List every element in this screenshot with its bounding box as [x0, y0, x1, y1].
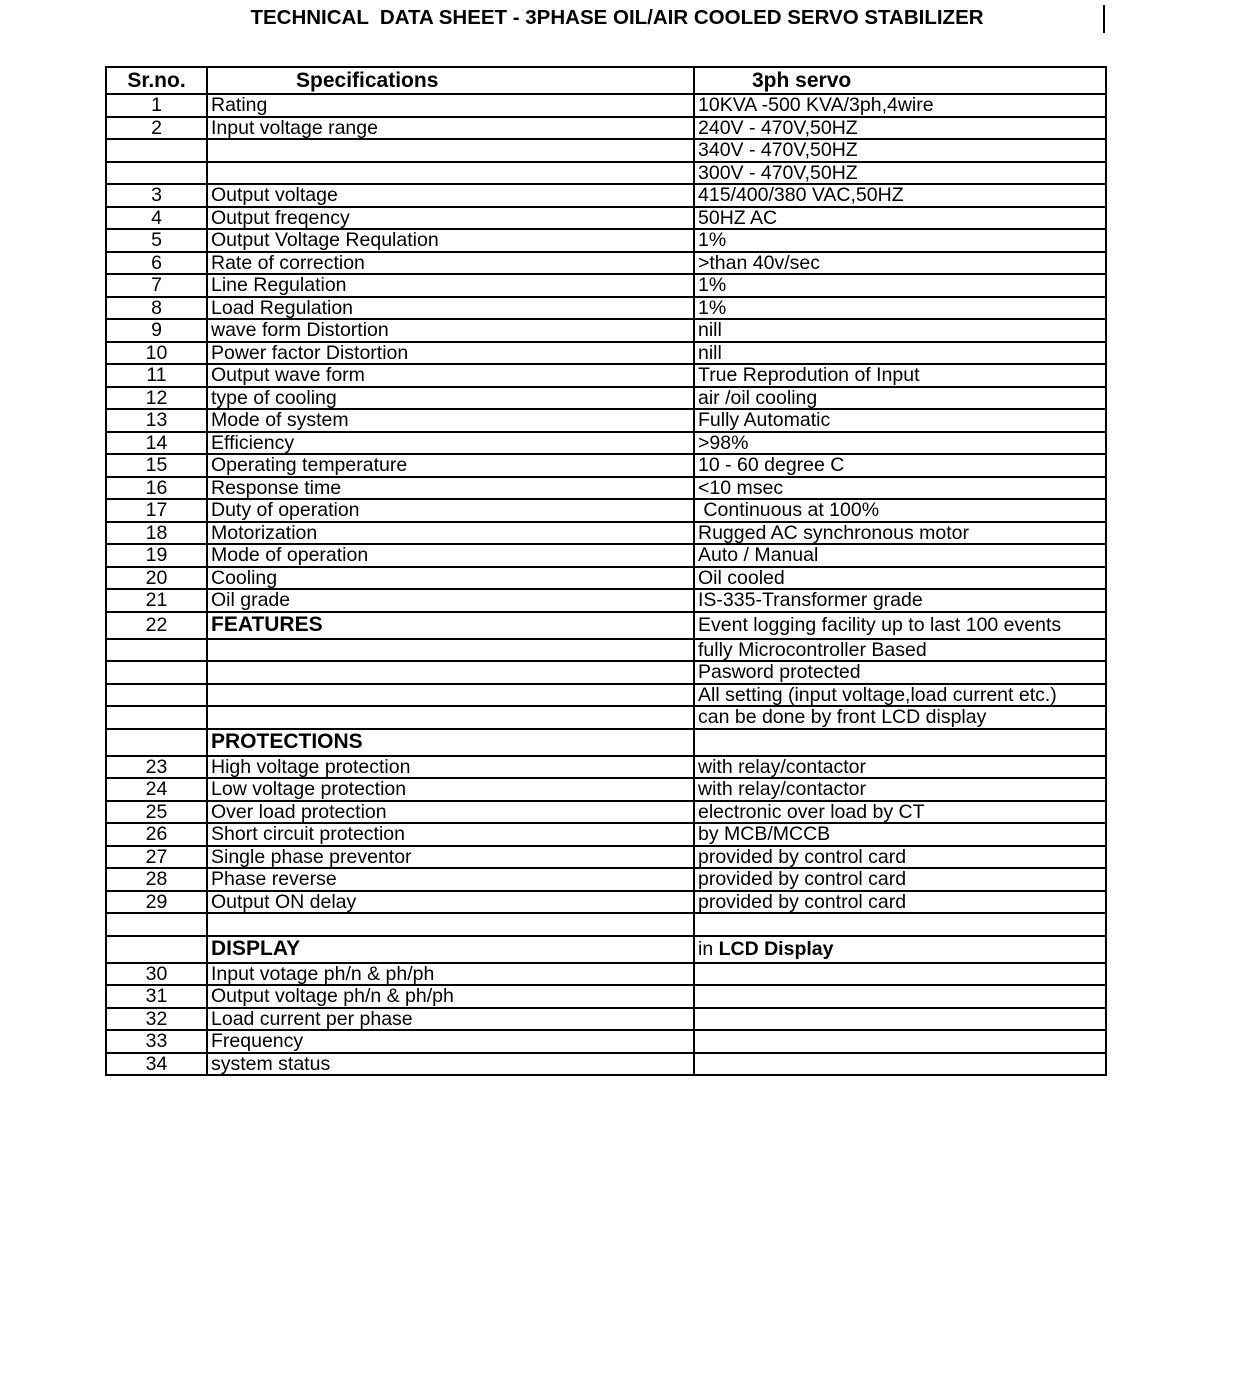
value-cell — [694, 1008, 1106, 1031]
value-cell: electronic over load by CT — [694, 801, 1106, 824]
table-row — [106, 778, 1106, 801]
spec-cell: system status — [207, 1053, 694, 1076]
features-line-row — [106, 661, 1106, 684]
value-cell: by MCB/MCCB — [694, 823, 1106, 846]
spec-cell: Line Regulation — [207, 274, 694, 297]
spec-cell: Over load protection — [207, 801, 694, 824]
table-row — [106, 522, 1106, 545]
value-cell: air /oil cooling — [694, 387, 1106, 410]
table-row — [106, 868, 1106, 891]
table-body — [106, 94, 1106, 1075]
sr-cell: 1 — [106, 94, 207, 117]
value-cell: Continuous at 100% — [694, 499, 1106, 522]
spec-cell: Output voltage ph/n & ph/ph — [207, 985, 694, 1008]
table-row — [106, 985, 1106, 1008]
section-heading: PROTECTIONS — [207, 729, 694, 756]
value-cell: 10 - 60 degree C — [694, 454, 1106, 477]
table-row — [106, 477, 1106, 500]
spec-cell: Input votage ph/n & ph/ph — [207, 963, 694, 986]
table-row — [106, 963, 1106, 986]
spec-cell: wave form Distortion — [207, 319, 694, 342]
table-row — [106, 409, 1106, 432]
table-row — [106, 432, 1106, 455]
spec-cell — [207, 139, 694, 162]
sr-cell: 7 — [106, 274, 207, 297]
table-row — [106, 544, 1106, 567]
protections-heading-row — [106, 729, 1106, 756]
features-line-row — [106, 706, 1106, 729]
sr-cell: 16 — [106, 477, 207, 500]
sr-cell — [106, 639, 207, 662]
table-row — [106, 364, 1106, 387]
sr-cell: 26 — [106, 823, 207, 846]
table-row — [106, 342, 1106, 365]
table-row — [106, 454, 1106, 477]
value-cell — [694, 913, 1106, 936]
table-row — [106, 801, 1106, 824]
spec-cell — [207, 661, 694, 684]
spec-cell: Rating — [207, 94, 694, 117]
value-cell: True Reprodution of Input — [694, 364, 1106, 387]
features-line-row — [106, 684, 1106, 707]
sr-cell — [106, 661, 207, 684]
value-cell: Fully Automatic — [694, 409, 1106, 432]
sr-cell: 13 — [106, 409, 207, 432]
value-cell: nill — [694, 319, 1106, 342]
spec-cell: Oil grade — [207, 589, 694, 612]
table-row — [106, 252, 1106, 275]
spec-cell: Short circuit protection — [207, 823, 694, 846]
value-cell: can be done by front LCD display — [694, 706, 1106, 729]
spec-cell — [207, 639, 694, 662]
sr-cell — [106, 162, 207, 185]
value-cell: with relay/contactor — [694, 756, 1106, 779]
value-cell: provided by control card — [694, 868, 1106, 891]
value-cell: 240V - 470V,50HZ — [694, 117, 1106, 140]
table-row — [106, 589, 1106, 612]
features-line-row — [106, 639, 1106, 662]
sr-cell: 14 — [106, 432, 207, 455]
value-cell: nill — [694, 342, 1106, 365]
sr-cell: 24 — [106, 778, 207, 801]
value-cell: provided by control card — [694, 846, 1106, 869]
spec-table — [105, 66, 1107, 1076]
sr-cell: 28 — [106, 868, 207, 891]
value-cell — [694, 1030, 1106, 1053]
table-row — [106, 162, 1106, 185]
sr-cell: 11 — [106, 364, 207, 387]
spec-cell: Load Regulation — [207, 297, 694, 320]
sr-cell: 4 — [106, 207, 207, 230]
section-heading: DISPLAY — [207, 936, 694, 963]
value-cell: fully Microcontroller Based — [694, 639, 1106, 662]
value-cell — [694, 936, 1106, 963]
value-cell: 1% — [694, 229, 1106, 252]
table-row — [106, 1008, 1106, 1031]
value-cell: 340V - 470V,50HZ — [694, 139, 1106, 162]
sr-cell: 23 — [106, 756, 207, 779]
header-3ph-servo: 3ph servo — [694, 67, 1106, 94]
spec-cell: Phase reverse — [207, 868, 694, 891]
spec-cell: Input voltage range — [207, 117, 694, 140]
table-row — [106, 846, 1106, 869]
sr-cell: 29 — [106, 891, 207, 914]
spec-cell: Output voltage — [207, 184, 694, 207]
sr-cell: 22 — [106, 612, 207, 639]
section-heading: FEATURES — [207, 612, 694, 639]
sr-cell: 25 — [106, 801, 207, 824]
value-cell: Pasword protected — [694, 661, 1106, 684]
value-cell: All setting (input voltage,load current etc.) — [694, 684, 1106, 707]
sr-cell: 21 — [106, 589, 207, 612]
value-cell: 1% — [694, 274, 1106, 297]
sr-cell: 32 — [106, 1008, 207, 1031]
sr-cell: 3 — [106, 184, 207, 207]
sr-cell: 8 — [106, 297, 207, 320]
display-heading-row — [106, 936, 1106, 963]
spec-cell: Output Voltage Requlation — [207, 229, 694, 252]
display-value-prefix: in — [698, 938, 719, 960]
spec-cell: Load current per phase — [207, 1008, 694, 1031]
sr-cell: 31 — [106, 985, 207, 1008]
sr-cell: 6 — [106, 252, 207, 275]
table-row — [106, 1053, 1106, 1076]
sr-cell: 33 — [106, 1030, 207, 1053]
spec-cell: Duty of operation — [207, 499, 694, 522]
blank-row — [106, 913, 1106, 936]
display-value-bold: LCD Display — [718, 938, 834, 960]
value-cell: Auto / Manual — [694, 544, 1106, 567]
sr-cell: 17 — [106, 499, 207, 522]
spec-cell — [207, 162, 694, 185]
header-specifications: Specifications — [207, 67, 694, 94]
sr-cell: 27 — [106, 846, 207, 869]
value-cell: 300V - 470V,50HZ — [694, 162, 1106, 185]
table-row — [106, 756, 1106, 779]
table-row — [106, 567, 1106, 590]
value-cell: with relay/contactor — [694, 778, 1106, 801]
spec-cell: Mode of system — [207, 409, 694, 432]
table-row — [106, 891, 1106, 914]
table-row — [106, 274, 1106, 297]
spec-cell — [207, 706, 694, 729]
spec-cell: Power factor Distortion — [207, 342, 694, 365]
table-row — [106, 139, 1106, 162]
value-cell: Event logging facility up to last 100 events — [694, 612, 1106, 639]
header-row — [106, 67, 1106, 94]
spec-cell: Operating temperature — [207, 454, 694, 477]
sr-cell: 9 — [106, 319, 207, 342]
table-row — [106, 297, 1106, 320]
spec-cell — [207, 913, 694, 936]
value-cell: 415/400/380 VAC,50HZ — [694, 184, 1106, 207]
value-cell: 1% — [694, 297, 1106, 320]
sr-cell: 2 — [106, 117, 207, 140]
table-row — [106, 499, 1106, 522]
table-row — [106, 229, 1106, 252]
sr-cell: 5 — [106, 229, 207, 252]
sr-cell: 12 — [106, 387, 207, 410]
spec-cell: Single phase preventor — [207, 846, 694, 869]
spec-cell: type of cooling — [207, 387, 694, 410]
sr-cell — [106, 913, 207, 936]
table-row — [106, 823, 1106, 846]
spec-cell: Low voltage protection — [207, 778, 694, 801]
spec-cell: Output ON delay — [207, 891, 694, 914]
table-row — [106, 117, 1106, 140]
header-sr: Sr.no. — [106, 67, 207, 94]
sr-cell: 34 — [106, 1053, 207, 1076]
spec-cell: Rate of correction — [207, 252, 694, 275]
sr-cell: 30 — [106, 963, 207, 986]
spec-cell: Response time — [207, 477, 694, 500]
document-title: TECHNICAL DATA SHEET - 3PHASE OIL/AIR COOLED SERVO STABILIZER — [250, 6, 984, 29]
value-cell: 10KVA -500 KVA/3ph,4wire — [694, 94, 1106, 117]
sr-cell: 15 — [106, 454, 207, 477]
sr-cell — [106, 936, 207, 963]
value-cell — [694, 985, 1106, 1008]
spec-cell — [207, 684, 694, 707]
sr-cell — [106, 684, 207, 707]
value-cell — [694, 729, 1106, 756]
table-row — [106, 207, 1106, 230]
table-row — [106, 1030, 1106, 1053]
value-cell: provided by control card — [694, 891, 1106, 914]
table-row — [106, 319, 1106, 342]
spec-cell: Cooling — [207, 567, 694, 590]
value-cell: Rugged AC synchronous motor — [694, 522, 1106, 545]
value-cell: >98% — [694, 432, 1106, 455]
value-cell: >than 40v/sec — [694, 252, 1106, 275]
table-row — [106, 94, 1106, 117]
sr-cell — [106, 139, 207, 162]
sr-cell: 19 — [106, 544, 207, 567]
table-row — [106, 387, 1106, 410]
sr-cell: 10 — [106, 342, 207, 365]
sr-cell: 18 — [106, 522, 207, 545]
value-cell — [694, 963, 1106, 986]
spec-cell: Frequency — [207, 1030, 694, 1053]
value-cell — [694, 1053, 1106, 1076]
value-cell: Oil cooled — [694, 567, 1106, 590]
spec-cell: Output freqency — [207, 207, 694, 230]
spec-cell: High voltage protection — [207, 756, 694, 779]
value-cell: IS-335-Transformer grade — [694, 589, 1106, 612]
value-cell: <10 msec — [694, 477, 1106, 500]
sr-cell: 20 — [106, 567, 207, 590]
spec-cell: Efficiency — [207, 432, 694, 455]
spec-cell: Mode of operation — [207, 544, 694, 567]
table-row — [106, 184, 1106, 207]
edge-mark — [1103, 5, 1105, 33]
spec-cell: Output wave form — [207, 364, 694, 387]
spec-cell: Motorization — [207, 522, 694, 545]
sr-cell — [106, 706, 207, 729]
sr-cell — [106, 729, 207, 756]
value-cell: 50HZ AC — [694, 207, 1106, 230]
features-row — [106, 612, 1106, 639]
